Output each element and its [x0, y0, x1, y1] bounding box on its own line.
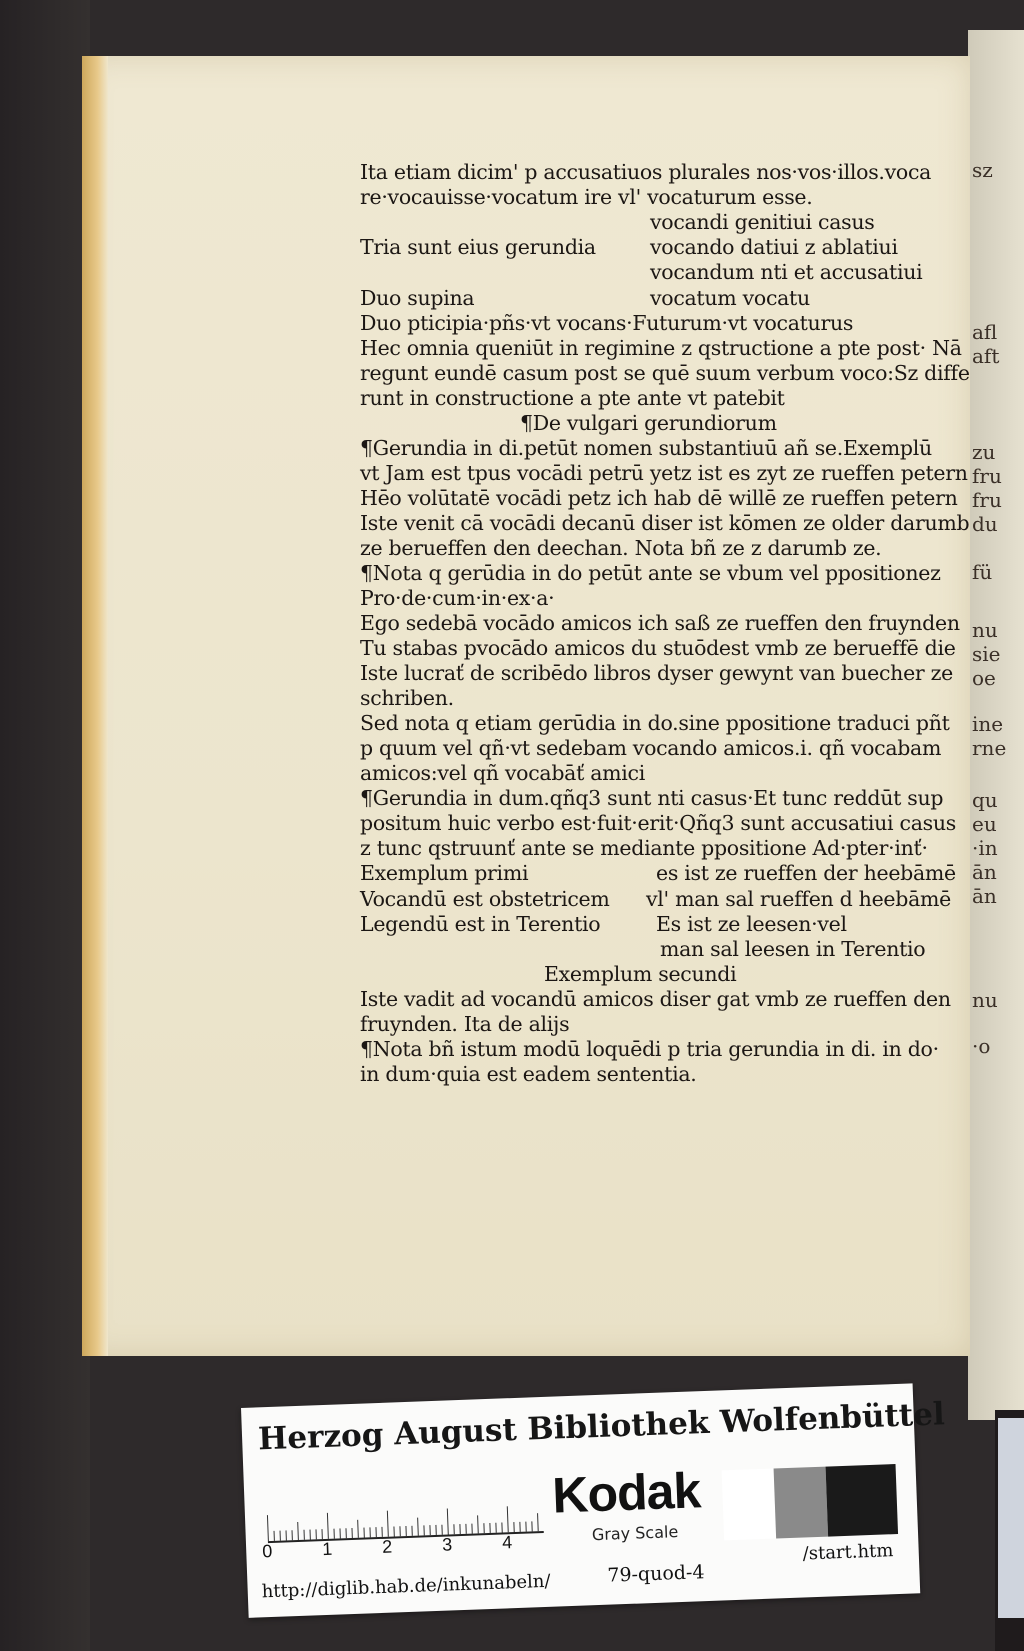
- shelfmark: 79-quod-4: [606, 1561, 705, 1587]
- ruler-tick: [411, 1526, 412, 1536]
- adjacent-fragment: nu: [972, 618, 998, 642]
- ruler-tick: [525, 1522, 526, 1532]
- text-line: runt in constructione a pte ante vt patebit: [360, 386, 785, 410]
- ruler-tick: [471, 1524, 472, 1534]
- text-line: ¶Nota bñ istum modū loquēdi p tria gerundia in di. in do·: [360, 1037, 939, 1061]
- adjacent-fragment: ān: [972, 884, 997, 908]
- text-line: amicos:vel qñ vocabāť amici: [360, 761, 645, 785]
- adjacent-fragment: fru: [972, 488, 1002, 512]
- ruler-tick: [453, 1524, 454, 1534]
- ruler-tick: [267, 1515, 269, 1541]
- ruler-tick: [357, 1520, 359, 1538]
- ruler-tick: [304, 1530, 305, 1540]
- ruler-tick: [369, 1527, 370, 1537]
- ruler-tick: [292, 1530, 293, 1540]
- ruler-number: 1: [321, 1538, 333, 1560]
- text-line: Duo supina: [360, 286, 475, 310]
- ruler-tick: [297, 1522, 299, 1540]
- ruler-tick: [531, 1521, 532, 1531]
- ruler-tick: [387, 1511, 389, 1537]
- ruler-tick: [429, 1525, 430, 1535]
- text-line: Iste venit cā vocādi decanū diser ist kōmen ze older darumb: [360, 511, 970, 535]
- ruler-number: 2: [381, 1536, 393, 1557]
- ruler-tick: [345, 1528, 346, 1538]
- adjacent-fragment: ān: [972, 860, 997, 884]
- adjacent-fragment: sie: [972, 642, 1001, 666]
- adjacent-fragment: du: [972, 512, 998, 536]
- adjacent-fragment: sz: [972, 158, 993, 182]
- text-line: es ist ze rueffen der heebāmē: [656, 861, 956, 885]
- ruler-tick: [519, 1522, 520, 1532]
- gray-swatch: [826, 1464, 899, 1537]
- ruler-number: 4: [501, 1532, 513, 1553]
- adjacent-fragment: rne: [972, 736, 1007, 760]
- text-line: Es ist ze leesen·vel: [656, 912, 847, 936]
- ruler-tick: [381, 1527, 382, 1537]
- text-line: Legendū est in Terentio: [360, 912, 601, 936]
- adjacent-fragment: fü: [972, 560, 993, 584]
- text-line: ze berueffen den deechan. Nota bñ ze z darumb ze.: [360, 536, 882, 560]
- adjacent-fragment: oe: [972, 666, 996, 690]
- adjacent-fragment: zu: [972, 440, 996, 464]
- text-line: Exemplum primi: [360, 861, 529, 885]
- text-line: vocando datiui z ablatiui: [650, 235, 898, 259]
- adjacent-page: [968, 30, 1024, 1420]
- ruler-number: 3: [441, 1534, 453, 1555]
- ruler-tick: [286, 1530, 287, 1540]
- text-line: vocatum vocatu: [650, 286, 810, 310]
- ruler-tick: [321, 1529, 322, 1539]
- ruler-tick: [477, 1515, 479, 1533]
- library-name: Herzog August Bibliothek Wolfenbüttel: [257, 1396, 946, 1458]
- backdrop-left: [0, 0, 90, 1651]
- adjacent-label-strip: [998, 1418, 1024, 1618]
- ruler-tick: [310, 1530, 311, 1540]
- text-line: ¶Gerundia in di.petūt nomen substantiuū añ se.Exemplū: [360, 436, 932, 460]
- adjacent-fragment: ·in: [972, 836, 998, 860]
- text-line: in dum·quia est eadem sententia.: [360, 1062, 697, 1086]
- text-line: vocandum nti et accusatiui: [650, 260, 923, 284]
- adjacent-fragment: ine: [972, 712, 1004, 736]
- text-line: p quum vel qñ·vt sedebam vocando amicos.i. qñ vocabam: [360, 736, 942, 760]
- ruler-tick: [417, 1518, 419, 1536]
- ruler-tick: [537, 1513, 539, 1531]
- ruler-tick: [423, 1525, 424, 1535]
- text-line: Sed nota q etiam gerūdia in do.sine ppositione traduci pñt: [360, 711, 950, 735]
- text-line: fruynden. Ita de alijs: [360, 1012, 570, 1036]
- ruler-tick: [327, 1513, 329, 1539]
- text-line: vt Jam est tpus vocādi petrū yetz ist es zyt ze rueffen petern: [360, 461, 968, 485]
- page-gilt-edge: [82, 56, 108, 1356]
- ruler-tick: [459, 1524, 460, 1534]
- ruler-tick: [315, 1529, 316, 1539]
- start-path[interactable]: /start.htm: [802, 1540, 894, 1565]
- section-heading: ¶De vulgari gerundiorum: [520, 411, 777, 435]
- text-line: schriben.: [360, 686, 454, 710]
- ruler-tick: [274, 1531, 275, 1541]
- text-line: Hēo volūtatē vocādi petz ich hab dē willē ze rueffen petern: [360, 486, 958, 510]
- ruler-tick: [393, 1526, 394, 1536]
- text-line: Ita etiam dicim' p accusatiuos plurales nos·vos·illos.voca: [360, 160, 932, 184]
- ruler-tick: [501, 1522, 502, 1532]
- section-heading: Exemplum secundi: [544, 962, 737, 986]
- ruler-tick: [375, 1527, 376, 1537]
- gray-scale-caption: Gray Scale: [591, 1522, 679, 1545]
- text-line: z tunc qstruunť ante se mediante ppositione Ad·pter·inť·: [360, 836, 928, 860]
- ruler-tick: [441, 1525, 442, 1535]
- adjacent-fragment: qu: [972, 788, 998, 812]
- ruler-tick: [363, 1528, 364, 1538]
- ruler-tick: [465, 1524, 466, 1534]
- text-line: Tu stabas pvocādo amicos du stuōdest vmb ze berueffē die: [360, 636, 956, 660]
- adjacent-fragment: nu: [972, 988, 998, 1012]
- ruler-tick: [351, 1528, 352, 1538]
- ruler-tick: [399, 1526, 400, 1536]
- ruler-tick: [507, 1506, 509, 1532]
- text-line: ¶Gerundia in dum.qñq3 sunt nti casus·Et tunc reddūt sup: [360, 786, 944, 810]
- ruler-tick: [280, 1531, 281, 1541]
- adjacent-fragment: eu: [972, 812, 997, 836]
- text-line: Pro·de·cum·in·ex·a·: [360, 586, 555, 610]
- ruler-tick: [513, 1522, 514, 1532]
- text-line: ¶Nota q gerūdia in do petūt ante se vbum vel ppositionez: [360, 561, 941, 585]
- text-line: vocandi genitiui casus: [650, 210, 875, 234]
- adjacent-fragment: fru: [972, 464, 1002, 488]
- text-line: Iste lucrať de scribēdo libros dyser gewynt van buecher ze: [360, 661, 953, 685]
- text-line: vl' man sal rueffen d heebāmē: [646, 887, 951, 911]
- library-url[interactable]: http://diglib.hab.de/inkunabeln/: [261, 1570, 551, 1603]
- ruler-number: 0: [261, 1540, 273, 1562]
- ruler-tick: [447, 1508, 449, 1534]
- gray-swatch: [722, 1469, 777, 1541]
- text-line: man sal leesen in Terentio: [660, 937, 926, 961]
- ruler-tick: [333, 1529, 334, 1539]
- text-line: regunt eundē casum post se quē suum verbum voco:Sz diffe: [360, 361, 970, 385]
- ruler-tick: [495, 1523, 496, 1533]
- text-line: positum huic verbo est·fuit·erit·Qñq3 sunt accusatiui casus: [360, 811, 956, 835]
- ruler-tick: [339, 1528, 340, 1538]
- adjacent-fragment: aft: [972, 344, 1000, 368]
- text-line: Iste vadit ad vocandū amicos diser gat vmb ze rueffen den: [360, 987, 951, 1011]
- text-line: Hec omnia queniūt in regimine z qstructione a pte post· Nā: [360, 336, 962, 360]
- text-line: Ego sedebā vocādo amicos ich saß ze rueffen den fruynden: [360, 611, 960, 635]
- library-label: [241, 1383, 946, 1617]
- ruler-tick: [405, 1526, 406, 1536]
- gray-swatch: [774, 1467, 829, 1539]
- text-line: Vocandū est obstetricem: [360, 887, 610, 911]
- text-line: re·vocauisse·vocatum ire vl' vocaturum esse.: [360, 185, 813, 209]
- ruler-tick: [483, 1523, 484, 1533]
- adjacent-fragment: afl: [972, 320, 998, 344]
- kodak-logo: Kodak: [551, 1462, 702, 1524]
- ruler-tick: [435, 1525, 436, 1535]
- text-line: Duo pticipia·pñs·vt vocans·Futurum·vt vocaturus: [360, 311, 854, 335]
- text-line: Tria sunt eius gerundia: [360, 235, 596, 259]
- adjacent-fragment: ·o: [972, 1034, 991, 1058]
- ruler-tick: [489, 1523, 490, 1533]
